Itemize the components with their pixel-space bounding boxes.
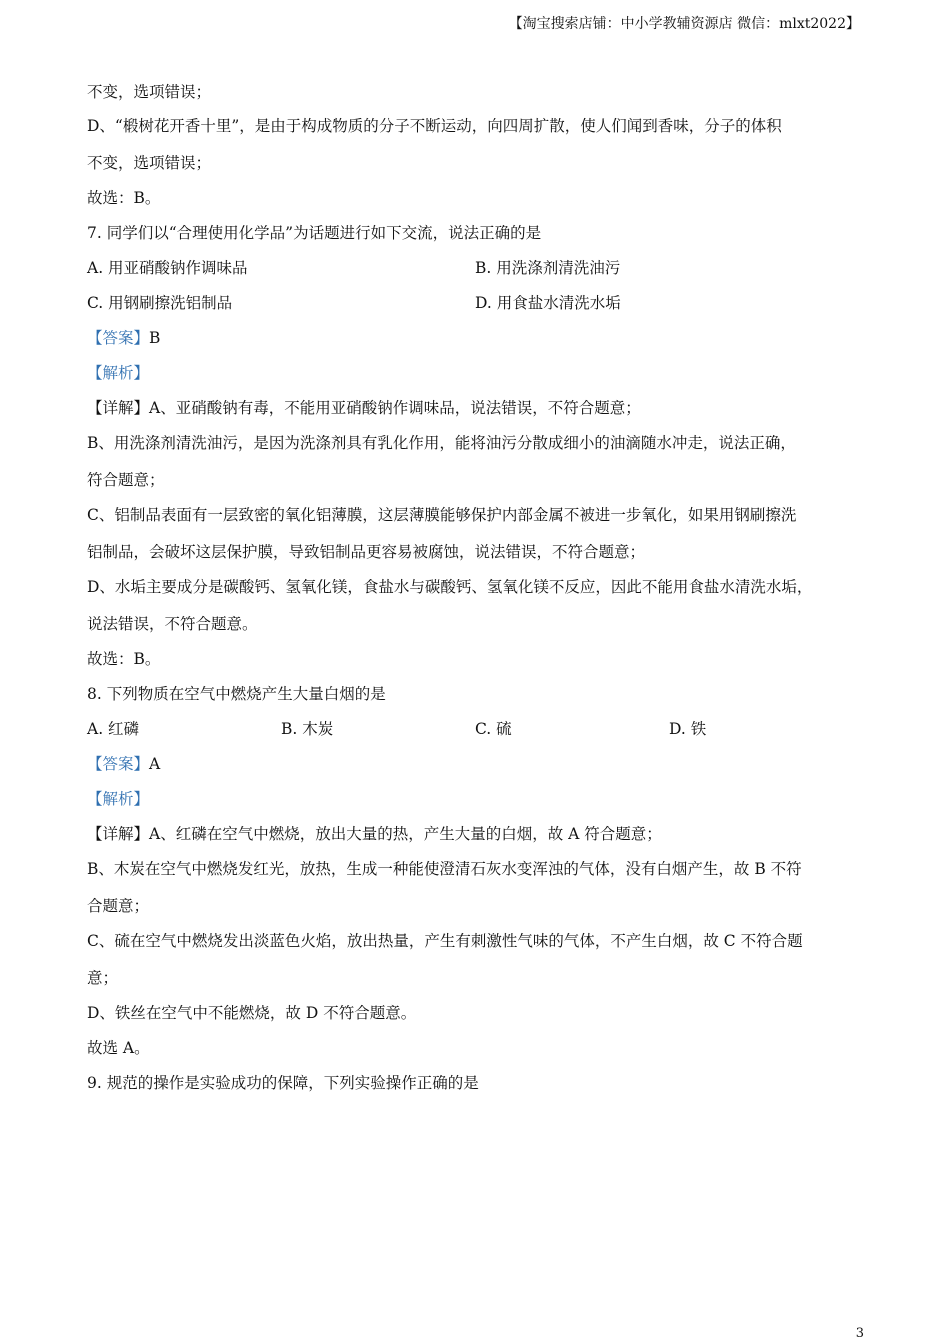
answer-value: A: [149, 755, 161, 773]
q7-analysis: [87, 363, 149, 383]
q8-detail-line: D、铁丝在空气中不能燃烧，故 D 不符合题意。: [87, 1004, 417, 1022]
q8-detail-line: C、硫在空气中燃烧发出淡蓝色火焰，放出热量，产生有刺激性气味的气体，不产生白烟，故 C 不符合题: [87, 932, 803, 950]
analysis-tag: 【解析】: [87, 364, 150, 382]
q8-option-d: D. 铁: [669, 720, 707, 738]
q8-detail-line: B、木炭在空气中燃烧发红光，放热，生成一种能使澄清石灰水变浑浊的气体，没有白烟产生，故 B 不符: [87, 860, 802, 878]
q8-option-a: A. 红磷: [87, 720, 140, 738]
answer-tag: 【答案】: [87, 755, 150, 773]
q8-option-c: C. 硫: [475, 720, 512, 738]
question-9: 9. 规范的操作是实验成功的保障，下列实验操作正确的是: [87, 1074, 479, 1092]
text-line: 不变，选项错误；: [87, 83, 212, 101]
detail-tag: 【详解】: [87, 399, 150, 417]
q7-detail-line: D、水垢主要成分是碳酸钙、氢氧化镁，食盐水与碳酸钙、氢氧化镁不反应，因此不能用食盐水清洗水垢，: [87, 578, 813, 596]
page-header: 【淘宝搜索店铺：中小学教辅资源店 微信：mlxt2022】: [508, 16, 860, 32]
detail-tag: 【详解】: [87, 825, 150, 843]
page-number: 3: [855, 1326, 864, 1341]
q7-detail-line: 铝制品，会破坏这层保护膜，导致铝制品更容易被腐蚀，说法错误，不符合题意；: [87, 543, 646, 561]
question-8: 8. 下列物质在空气中燃烧产生大量白烟的是: [87, 685, 386, 703]
detail-text: A、红磷在空气中燃烧，放出大量的热，产生大量的白烟，故 A 符合题意；: [149, 825, 662, 843]
q8-option-b: B. 木炭: [281, 720, 334, 738]
q8-detail-line: [87, 824, 662, 844]
q8-analysis: [87, 789, 149, 809]
q7-option-d: D. 用食盐水清洗水垢: [475, 294, 621, 312]
q7-option-a: A. 用亚硝酸钠作调味品: [87, 259, 248, 277]
q7-detail-line: C、铝制品表面有一层致密的氧化铝薄膜，这层薄膜能够保护内部金属不被进一步氧化，如果用钢刷擦洗: [87, 506, 797, 524]
q7-option-c: C. 用钢刷擦洗铝制品: [87, 294, 233, 312]
q8-detail-line: 合题意；: [87, 897, 150, 915]
q7-detail-line: 故选：B。: [87, 650, 161, 668]
q7-option-b: B. 用洗涤剂清洗油污: [475, 259, 621, 277]
q7-answer: [87, 328, 160, 348]
q7-detail-line: B、用洗涤剂清洗油污，是因为洗涤剂具有乳化作用，能将油污分散成细小的油滴随水冲走，说法正确，: [87, 434, 796, 452]
q7-detail-line: [87, 398, 641, 418]
question-7: 7. 同学们以“合理使用化学品”为话题进行如下交流，说法正确的是: [87, 224, 542, 242]
answer-value: B: [149, 329, 161, 347]
detail-text: A、亚硝酸钠有毒，不能用亚硝酸钠作调味品，说法错误，不符合题意；: [149, 399, 641, 417]
q7-detail-line: 符合题意；: [87, 471, 165, 489]
q7-detail-line: 说法错误，不符合题意。: [87, 615, 258, 633]
q8-detail-line: 意；: [87, 969, 119, 987]
q8-detail-line: 故选 A。: [87, 1039, 150, 1057]
text-line: D、“椴树花开香十里”，是由于构成物质的分子不断运动，向四周扩散，使人们闻到香味，分子的体积: [87, 117, 782, 135]
text-line: 故选：B。: [87, 189, 161, 207]
answer-tag: 【答案】: [87, 329, 150, 347]
q8-answer: [87, 754, 160, 774]
analysis-tag: 【解析】: [87, 790, 150, 808]
text-line: 不变，选项错误；: [87, 154, 212, 172]
